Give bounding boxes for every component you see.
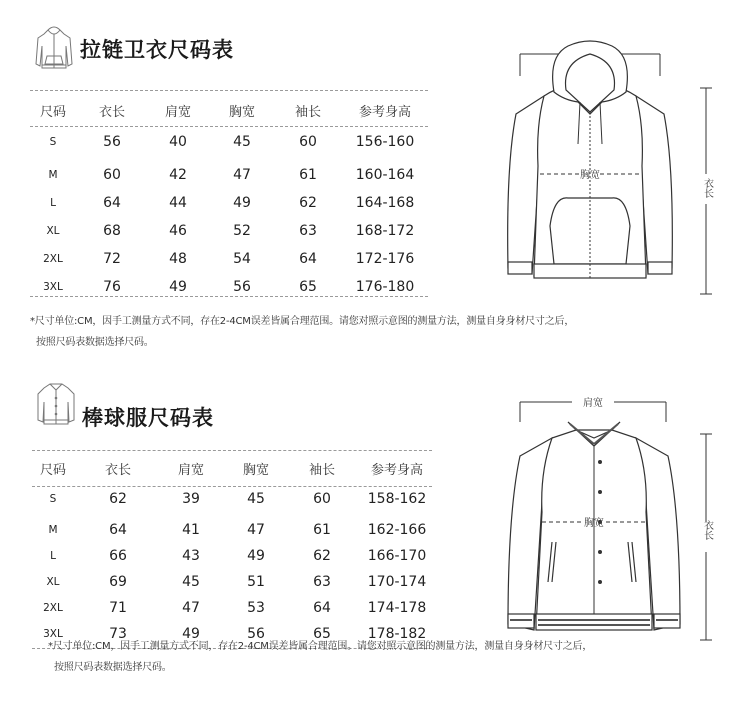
value-cell: 42: [169, 167, 187, 183]
size-cell: M: [48, 524, 58, 536]
value-cell: 47: [182, 600, 200, 616]
size-cell: 2XL: [43, 602, 63, 614]
baseball-table-body: [30, 481, 440, 647]
table-row: [30, 595, 440, 621]
header-sleeve: 袖长: [308, 462, 335, 478]
value-cell: 168-172: [355, 223, 415, 239]
value-cell: 170-174: [367, 574, 427, 590]
value-cell: 56: [247, 626, 265, 642]
value-cell: 46: [169, 223, 187, 239]
value-cell: 64: [109, 522, 127, 538]
table-row: [30, 569, 440, 595]
chest-width-label: 胸宽: [580, 170, 600, 181]
header-sleeve: 袖长: [294, 104, 321, 120]
table-header-row: [30, 97, 430, 123]
value-cell: 45: [247, 491, 265, 507]
size-cell: 3XL: [43, 281, 63, 293]
header-shoulder: 肩宽: [164, 104, 191, 120]
header-length: 衣长: [98, 104, 125, 120]
measurement-note: [30, 311, 670, 353]
value-cell: 48: [169, 251, 187, 267]
value-cell: 54: [233, 251, 251, 267]
value-cell: 61: [299, 167, 317, 183]
size-cell: XL: [46, 225, 60, 237]
value-cell: 60: [103, 167, 121, 183]
table-row: [30, 123, 430, 161]
header-top-divider: [32, 450, 432, 451]
value-cell: 49: [182, 626, 200, 642]
table-row: [30, 517, 440, 543]
value-cell: 39: [182, 491, 200, 507]
value-cell: 56: [103, 134, 121, 150]
value-cell: 61: [313, 522, 331, 538]
value-cell: 164-168: [355, 195, 415, 211]
value-cell: 156-160: [355, 134, 415, 150]
value-cell: 178-182: [367, 626, 427, 642]
value-cell: 66: [109, 548, 127, 564]
header-height: 参考身高: [358, 104, 411, 120]
note-line-2: 按照尺码表数据选择尺码。: [36, 337, 154, 348]
hoodie-table-title: 拉链卫衣尺码表: [80, 38, 234, 62]
value-cell: 60: [313, 491, 331, 507]
value-cell: 176-180: [355, 279, 415, 295]
header-size: 尺码: [39, 462, 66, 478]
note-line-1: *尺寸单位:CM，因手工测量方式不同，存在2-4CM误差皆属合理范围。请您对照示意图的测量方法，测量自身身材尺寸之后，: [48, 641, 593, 652]
value-cell: 162-166: [367, 522, 427, 538]
value-cell: 49: [233, 195, 251, 211]
value-cell: 41: [182, 522, 200, 538]
value-cell: 47: [247, 522, 265, 538]
value-cell: 166-170: [367, 548, 427, 564]
value-cell: 52: [233, 223, 251, 239]
table-row: [30, 161, 430, 189]
value-cell: 49: [247, 548, 265, 564]
value-cell: 43: [182, 548, 200, 564]
value-cell: 72: [103, 251, 121, 267]
hoodie-diagram: [488, 36, 728, 306]
table-row: [30, 543, 440, 569]
value-cell: 62: [313, 548, 331, 564]
value-cell: 47: [233, 167, 251, 183]
value-cell: 44: [169, 195, 187, 211]
value-cell: 73: [109, 626, 127, 642]
size-cell: 2XL: [43, 253, 63, 265]
value-cell: 63: [299, 223, 317, 239]
value-cell: 64: [103, 195, 121, 211]
note-line-2: 按照尺码表数据选择尺码。: [54, 662, 172, 673]
value-cell: 158-162: [367, 491, 427, 507]
value-cell: 40: [169, 134, 187, 150]
table-row: [30, 217, 430, 245]
table-row: [30, 481, 440, 517]
size-cell: 3XL: [43, 628, 63, 640]
value-cell: 68: [103, 223, 121, 239]
baseball-size-section: [0, 368, 750, 716]
value-cell: 172-176: [355, 251, 415, 267]
size-cell: S: [49, 136, 57, 148]
value-cell: 62: [299, 195, 317, 211]
value-cell: 71: [109, 600, 127, 616]
value-cell: 64: [313, 600, 331, 616]
header-shoulder: 肩宽: [177, 462, 204, 478]
length-label: 衣长: [701, 520, 713, 540]
note-line-1: *尺寸单位:CM，因手工测量方式不同，存在2-4CM误差皆属合理范围。请您对照示意图的测量方法，测量自身身材尺寸之后，: [30, 316, 575, 327]
value-cell: 69: [109, 574, 127, 590]
value-cell: 56: [233, 279, 251, 295]
size-cell: XL: [46, 576, 60, 588]
header-height: 参考身高: [370, 462, 423, 478]
header-length: 衣长: [104, 462, 131, 478]
value-cell: 63: [313, 574, 331, 590]
value-cell: 174-178: [367, 600, 427, 616]
value-cell: 53: [247, 600, 265, 616]
hoodie-table-body: [30, 123, 430, 301]
header-chest: 胸宽: [242, 462, 269, 478]
baseball-jacket-icon: [36, 380, 76, 428]
baseball-table-title: 棒球服尺码表: [82, 406, 214, 430]
value-cell: 60: [299, 134, 317, 150]
size-cell: S: [49, 493, 57, 505]
table-row: [30, 245, 430, 273]
baseball-size-table: [30, 455, 440, 647]
value-cell: 65: [299, 279, 317, 295]
value-cell: 160-164: [355, 167, 415, 183]
size-cell: L: [50, 197, 56, 209]
value-cell: 64: [299, 251, 317, 267]
header-chest: 胸宽: [228, 104, 255, 120]
chest-width-label: 胸宽: [584, 518, 604, 529]
size-cell: L: [50, 550, 56, 562]
baseball-jacket-diagram: [490, 392, 730, 662]
table-row: [30, 273, 430, 301]
value-cell: 76: [103, 279, 121, 295]
length-label: 衣长: [701, 178, 713, 198]
value-cell: 62: [109, 491, 127, 507]
table-header-row: [30, 455, 440, 481]
size-cell: M: [48, 169, 58, 181]
value-cell: 51: [247, 574, 265, 590]
hoodie-size-table: [30, 97, 430, 301]
table-row: [30, 189, 430, 217]
hoodie-icon: [34, 24, 74, 72]
value-cell: 45: [182, 574, 200, 590]
header-top-divider: [30, 90, 428, 91]
value-cell: 49: [169, 279, 187, 295]
value-cell: 65: [313, 626, 331, 642]
header-size: 尺码: [39, 104, 66, 120]
shoulder-width-label: 肩宽: [583, 398, 603, 409]
value-cell: 45: [233, 134, 251, 150]
